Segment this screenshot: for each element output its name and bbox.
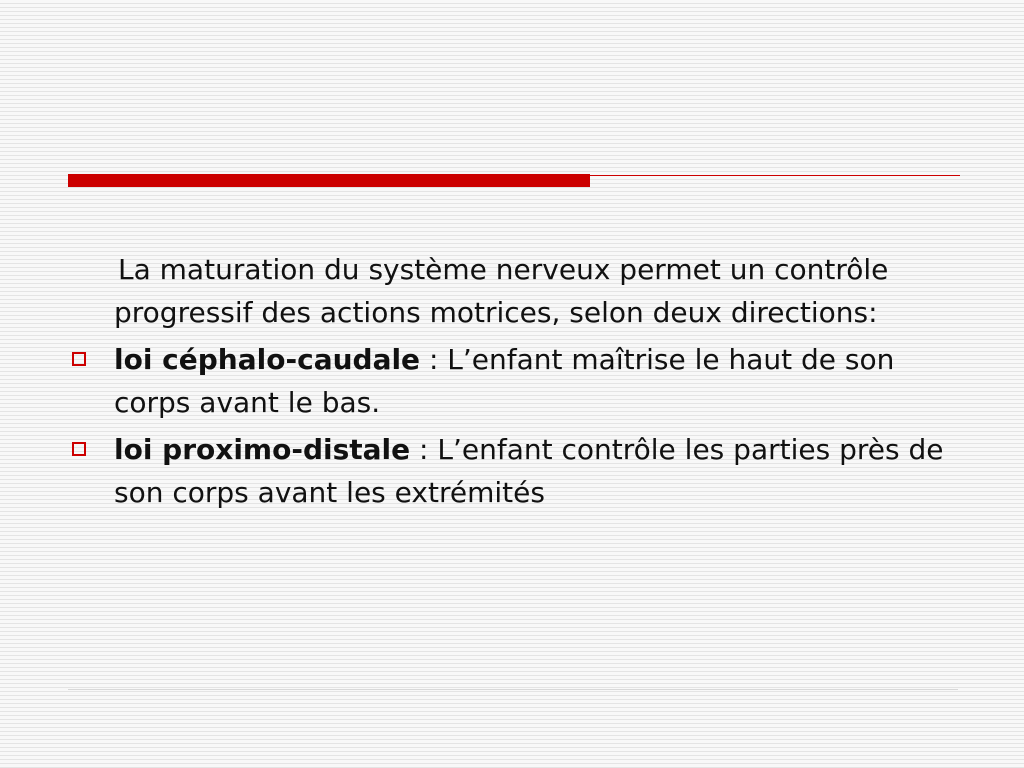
bullet-separator: :	[420, 343, 448, 376]
bullet-term: loi proximo-distale	[114, 433, 411, 466]
hollow-square-bullet-icon	[72, 352, 86, 366]
hollow-square-bullet-icon	[72, 442, 86, 456]
slide-body	[68, 248, 968, 518]
bullet-text: L’enfant contrôle les parties près de son corps avant les extrémités	[114, 433, 944, 509]
bullet-text: L’enfant maîtrise le haut de son corps avant le bas.	[114, 343, 895, 419]
title-accent-bar	[68, 174, 590, 187]
footer-divider	[68, 689, 958, 690]
intro-paragraph: La maturation du système nerveux permet un contrôle progressif des actions motrices, selon deux directions:	[114, 253, 889, 329]
bullet-separator: :	[410, 433, 438, 466]
title-accent-line	[590, 175, 960, 176]
bullet-term: loi céphalo-caudale	[114, 343, 421, 376]
bullet-item-proximo-distal	[68, 428, 968, 514]
bullet-item-cephalo-caudal	[68, 338, 968, 424]
